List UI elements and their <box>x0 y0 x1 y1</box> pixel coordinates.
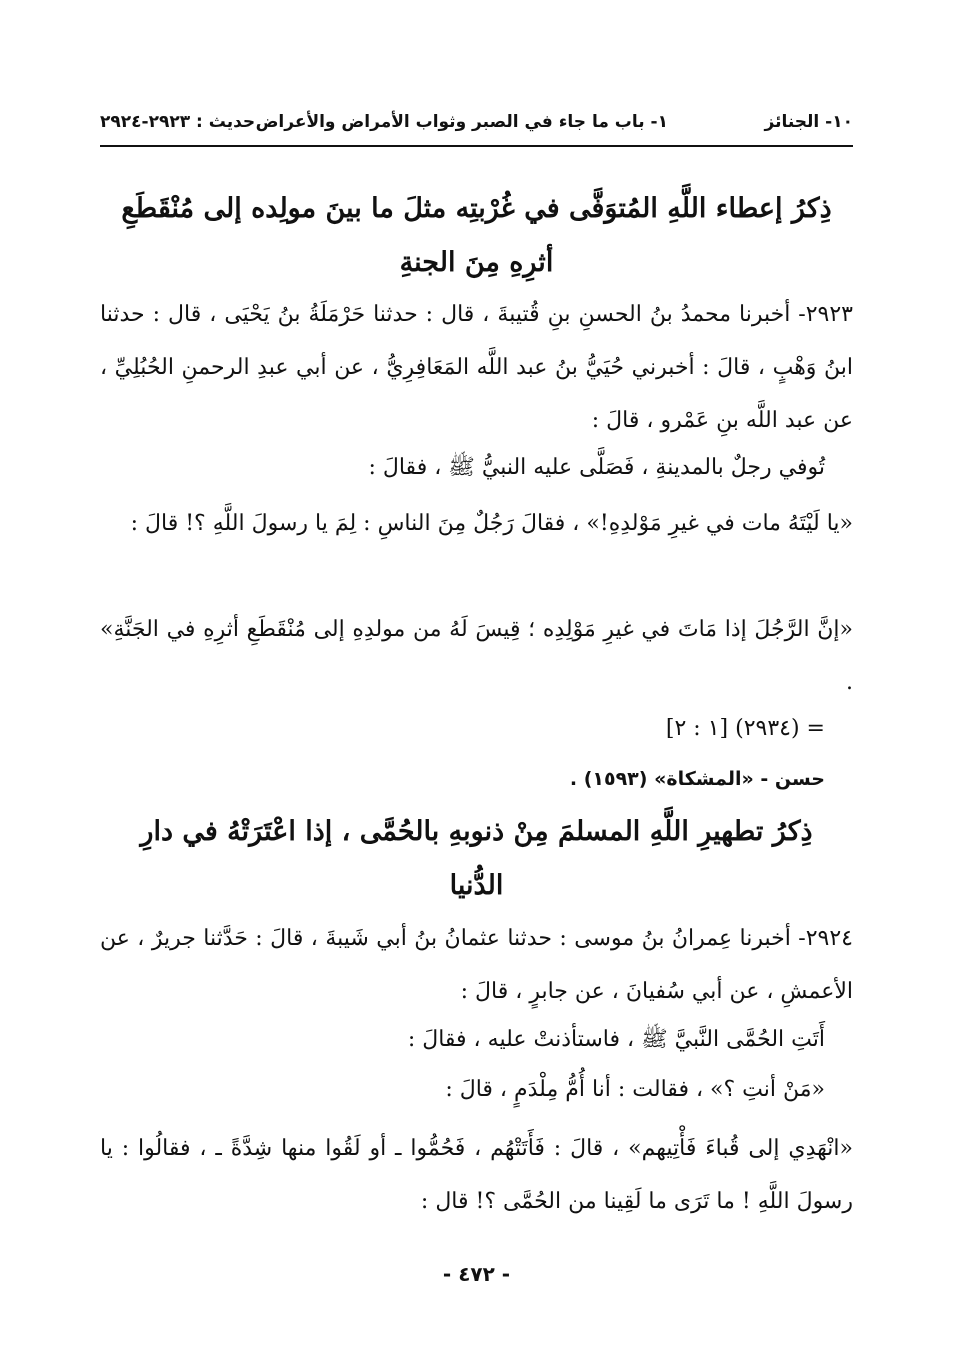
hadith-2923-line-2: «يا لَيْتَهُ مات في غيرِ مَوْلدِهِ!» ، فقالَ رَجُلٌ مِنَ الناسِ : لِمَ يا رسولَ اللَّهِ ؟! قالَ : <box>130 511 853 536</box>
hadith-2924-line-3: «انْهَدِي إلى قُباءَ فَأْتِيهم» ، قالَ : فَأَتَتْهُم ، فَحُمُّوا ـ أو لَقُوا منها شِدَّةً ـ ، فقالُوا : يا رسولَ اللَّهِ ! ما تَرَى ما لَقِينا من الحُمَّى ؟! قال : <box>100 1136 853 1214</box>
running-header <box>100 108 853 142</box>
hadith-2924-isnad: ٢٩٢٤- أخبرنا عِمرانُ بنُ موسى : حدثنا عثمانُ بنُ أبي شَيبةَ ، قالَ : حَدَّثنا جريرٌ ، عن الأعمشِ ، عن أبي سُفيانَ ، عن جابرٍ ، قالَ : <box>100 926 853 1004</box>
hadith-2924-line-1: أَتَتِ الحُمَّى النَّبيَّ ﷺ ، فاستأذنتْ عليه ، فقالَ : <box>407 1027 825 1052</box>
chapter-title: ١- باب ما جاء في الصبر وثواب الأمراض والأعراض <box>255 112 668 132</box>
hadith-2923-grade: حسن - «المشكاة» (١٥٩٣) . <box>569 768 825 790</box>
hadith-2924-line-2: «مَنْ أنتِ ؟» ، فقالت : أنا أُمُّ مِلْدَمٍ ، قالَ : <box>445 1077 825 1102</box>
hadith-2923-line-1: تُوفي رجلٌ بالمدينةِ ، فَصَلَّى عليه النبيُّ ﷺ ، فقالَ : <box>368 455 825 480</box>
header-rule <box>100 145 853 147</box>
hadith-2923-reference: = (٢٩٣٤) [١ : ٢] <box>665 716 825 741</box>
section-heading-2: ذِكرُ تطهيرِ اللَّهِ المسلمَ مِنْ ذنوبهِ بالحُمَّى ، إذا اعْتَرَتْهُ في دارِ الدُّنيا <box>140 816 813 901</box>
hadith-2923-isnad: ٢٩٢٣- أخبرنا محمدُ بنُ الحسنِ بنِ قُتيبةَ ، قال : حدثنا حَرْمَلَةُ بنُ يَحْيَى ، قال : حدثنا ابنُ وَهْبٍ ، قالَ : أخبرني حُيَيُّ بنُ عبد اللَّه المَعَافِرِيُّ ، عن أبي عبدِ الرحمنِ الحُبُلِيِّ ، عن عبد اللَّه بنِ عَمْرو ، قالَ : <box>100 302 853 433</box>
hadith-2923-line-3: «إنَّ الرَّجُلَ إذا مَاتَ في غيرِ مَوْلِدِه ؛ قِيسَ لَهُ من مولدِهِ إلى مُنْقَطَعِ أثرِهِ في الجَنَّةِ» . <box>100 617 853 695</box>
book-title: ١٠- الجنائز <box>764 112 853 132</box>
page-number: - ٤٧٢ - <box>442 1262 511 1286</box>
hadith-range: حديث : ٢٩٢٣-٢٩٢٤ <box>100 112 256 132</box>
section-heading-1: ذِكرُ إعطاء اللَّهِ المُتوَفَّى في غُرْبتِه مثلَ ما بينَ مولِده إلى مُنْقَطَعِ أثرِهِ مِنَ الجنةِ <box>121 193 832 278</box>
